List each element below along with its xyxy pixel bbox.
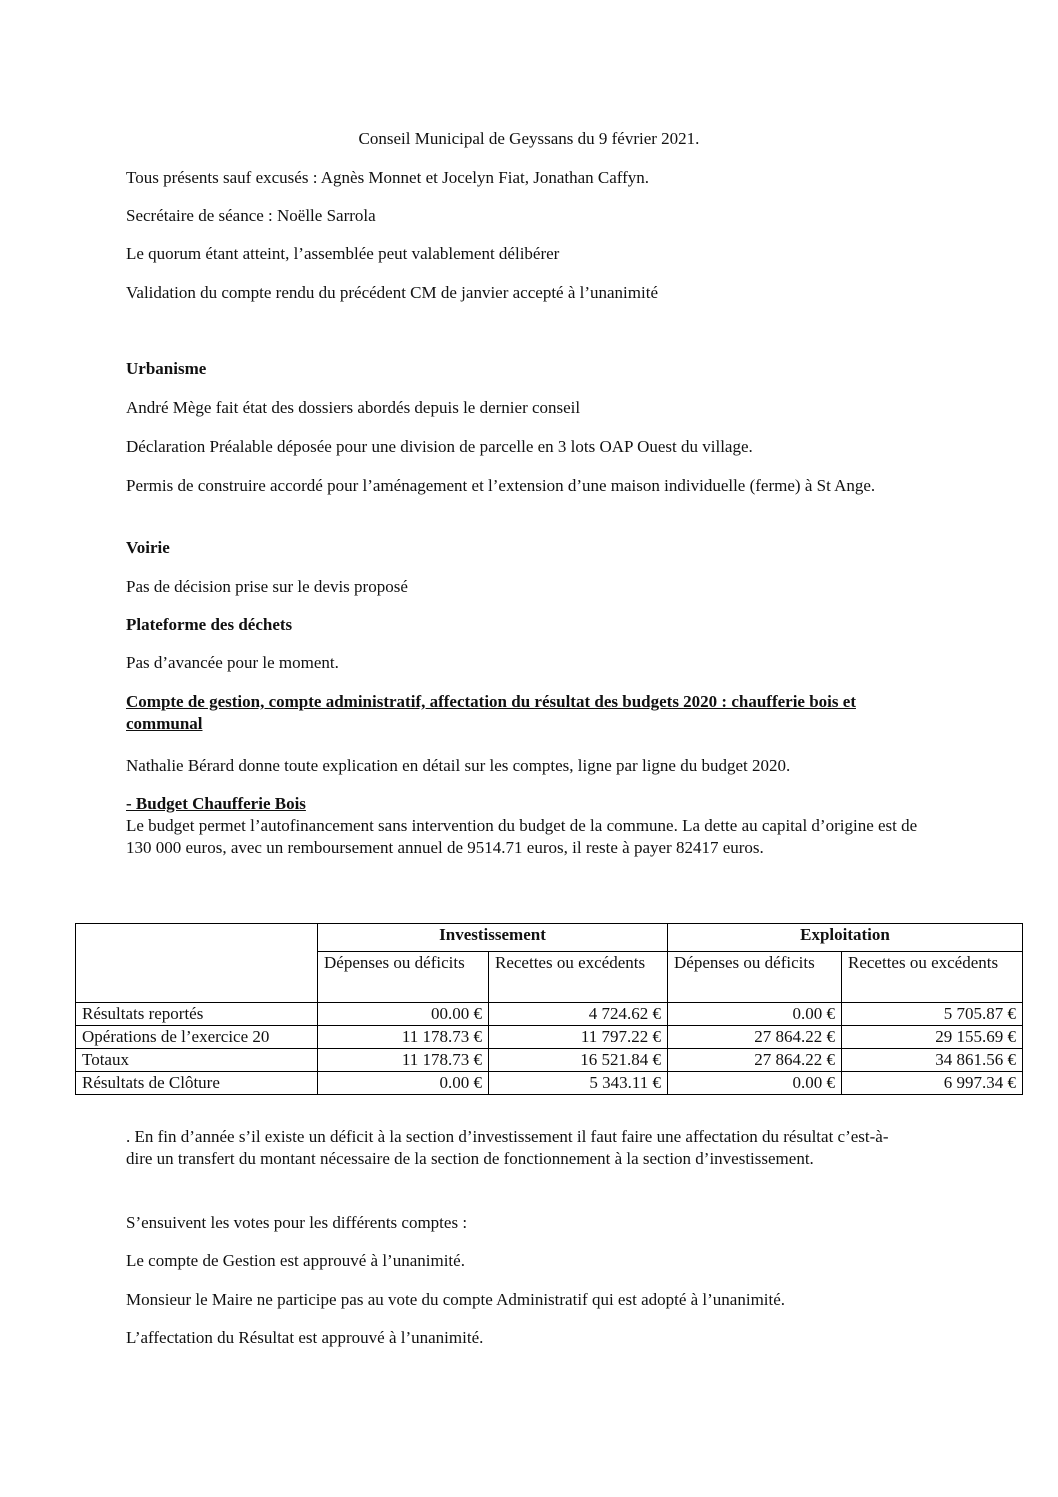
row-label: Totaux [76, 1049, 318, 1072]
table-cell: 27 864.22 € [668, 1049, 842, 1072]
urbanisme-heading: Urbanisme [126, 359, 207, 378]
dechets-paragraph: Pas d’avancée pour le moment. [126, 653, 339, 672]
table-group-header-row [76, 924, 1023, 952]
budget-chaufferie-heading: - Budget Chaufferie Bois [126, 794, 306, 813]
urbanisme-paragraph-3: Permis de construire accordé pour l’aménagement et l’extension d’une maison individuelle (ferme) à St Ange. [126, 476, 876, 495]
table-cell: 5 343.11 € [489, 1072, 668, 1095]
secretaire-line: Secrétaire de séance : Noëlle Sarrola [126, 206, 376, 225]
table-cell: 5 705.87 € [842, 1003, 1023, 1026]
vote-affectation-resultat: L’affectation du Résultat est approuvé à l’unanimité. [126, 1328, 484, 1347]
comptes-paragraph-1: Nathalie Bérard donne toute explication en détail sur les comptes, ligne par ligne du budget 2020. [126, 756, 791, 775]
row-label: Résultats de Clôture [76, 1072, 318, 1095]
urbanisme-paragraph-1: André Mège fait état des dossiers abordés depuis le dernier conseil [126, 398, 581, 417]
table-cell: 11 797.22 € [489, 1026, 668, 1049]
table-row [76, 1026, 1023, 1049]
quorum-line: Le quorum étant atteint, l’assemblée peut valablement délibérer [126, 244, 560, 263]
table-cell: 0.00 € [318, 1072, 489, 1095]
votes-intro: S’ensuivent les votes pour les différents comptes : [126, 1213, 468, 1232]
comptes-heading: Compte de gestion, compte administratif, affectation du résultat des budgets 2020 : chaufferie bois et communal [126, 692, 856, 733]
column-header: Dépenses ou déficits [668, 952, 842, 1003]
table-cell: 16 521.84 € [489, 1049, 668, 1072]
voirie-heading: Voirie [126, 538, 170, 557]
column-header: Recettes ou excédents [489, 952, 668, 1003]
affectation-explanation: . En fin d’année s’il existe un déficit à la section d’investissement il faut faire une affectation du résultat c’est-à-dire un transfert du montant nécessaire de la section de fonctionnement à la section d’investissement. [126, 1127, 889, 1168]
table-cell: 0.00 € [668, 1072, 842, 1095]
table-cell: 4 724.62 € [489, 1003, 668, 1026]
page-title: Conseil Municipal de Geyssans du 9 février 2021. [358, 129, 700, 148]
table-cell: 11 178.73 € [318, 1049, 489, 1072]
row-label: Opérations de l’exercice 20 [76, 1026, 318, 1049]
table-cell: 29 155.69 € [842, 1026, 1023, 1049]
dechets-heading: Plateforme des déchets [126, 615, 293, 634]
vote-compte-administratif: Monsieur le Maire ne participe pas au vote du compte Administratif qui est adopté à l’unanimité. [126, 1290, 786, 1309]
column-header: Recettes ou excédents [842, 952, 1023, 1003]
vote-compte-gestion: Le compte de Gestion est approuvé à l’unanimité. [126, 1251, 465, 1270]
table-cell: 27 864.22 € [668, 1026, 842, 1049]
comptes-paragraph-2: Le budget permet l’autofinancement sans intervention du budget de la commune. La dette au capital d’origine est de 130 000 euros, avec un remboursement annuel de 9514.71 euros, il reste à payer 82417 euros. [126, 816, 918, 857]
budget-table [75, 923, 1023, 1095]
table-cell: 11 178.73 € [318, 1026, 489, 1049]
table-cell: 34 861.56 € [842, 1049, 1023, 1072]
voirie-paragraph: Pas de décision prise sur le devis proposé [126, 577, 408, 596]
table-row [76, 1049, 1023, 1072]
column-header: Dépenses ou déficits [318, 952, 489, 1003]
absents-line: Tous présents sauf excusés : Agnès Monnet et Jocelyn Fiat, Jonathan Caffyn. [126, 168, 650, 187]
table-row [76, 1072, 1023, 1095]
validation-line: Validation du compte rendu du précédent CM de janvier accepté à l’unanimité [126, 283, 658, 302]
table-corner-cell [76, 924, 318, 1003]
table-row [76, 1003, 1023, 1026]
table-cell: 6 997.34 € [842, 1072, 1023, 1095]
investissement-header: Investissement [318, 924, 668, 952]
urbanisme-paragraph-2: Déclaration Préalable déposée pour une division de parcelle en 3 lots OAP Ouest du village. [126, 437, 753, 456]
table-cell: 0.00 € [668, 1003, 842, 1026]
exploitation-header: Exploitation [668, 924, 1023, 952]
table-cell: 00.00 € [318, 1003, 489, 1026]
row-label: Résultats reportés [76, 1003, 318, 1026]
